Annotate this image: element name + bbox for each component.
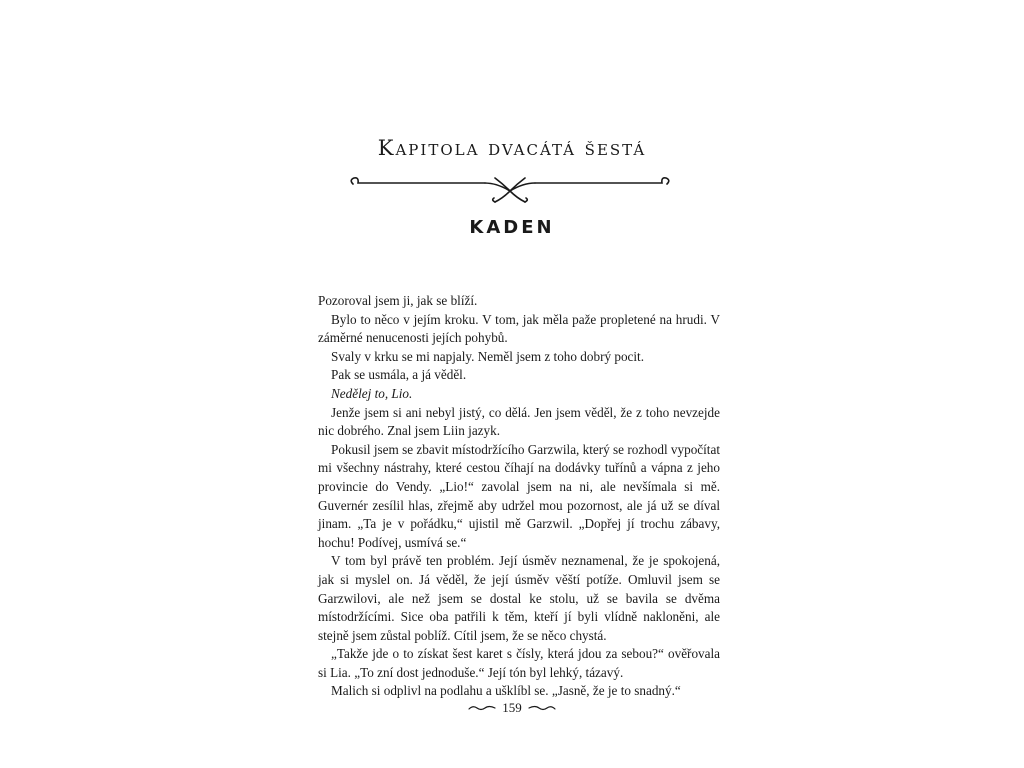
chapter-ornament-icon: [345, 174, 675, 204]
paragraph: Bylo to něco v jejím kroku. V tom, jak měla paže propletené na hrudi. V záměrné nenucenosti jejích pohybů.: [318, 311, 720, 346]
paragraph: Malich si odplivl na podlahu a ušklíbl se. „Jasně, že je to snadný.“: [331, 683, 681, 699]
page-number: 159: [502, 700, 522, 715]
paragraph: Pokusil jsem se zbavit místodržícího Garzwila, který se rozhodl vypočítat mi všechny nástrahy, které cestou číhají na dodávky tuřínů a vápna z jeho provincie do Vendy. „Lio!“ zavolal jsem na ni, ale nevšímala si mě. Guvernér zesílil hlas, zřejmě aby udržel mou pozornost, ale já už se díval jinam. „Ta je v pořádku,“ ujistil mě Garzwil. „Dopřej jí trochu zábavy, hochu! Podívej, usmívá se.“: [318, 441, 720, 550]
paragraph: „Takže jde o to získat šest karet s čísly, která jdou za sebou?“ ověřovala si Lia. „To zní dost jednoduše.“ Její tón byl lehký, tázavý.: [318, 646, 720, 680]
paragraph: Svaly v krku se mi napjaly. Neměl jsem z toho dobrý pocit.: [331, 348, 645, 364]
paragraph-italic: Nedělej to, Lio.: [331, 385, 413, 401]
paragraph: Pak se usmála, a já věděl.: [331, 367, 467, 383]
chapter-title: Kapitola dvacátá šestá: [377, 136, 647, 160]
right-swash-icon: [528, 703, 556, 713]
body-text: [318, 292, 720, 701]
paragraph: V tom byl právě ten problém. Její úsměv neznamenal, že je spokojená, jak si myslel on. Já věděl, že její úsměv věští potíže. Omluvil jsem se Garzwilovi, ale než jsem se dostal ke stolu, už se bavila se dvěma místodržícími. Sice oba patřili k těm, kteří jí byli vlídně nakloněni, ale stejně jsem zůstal poblíž. Cítil jsem, že se něco chystá.: [318, 553, 720, 643]
paragraph: Pozoroval jsem ji, jak se blíží.: [318, 293, 478, 308]
left-swash-icon: [468, 703, 496, 713]
paragraph: Jenže jsem si ani nebyl jistý, co dělá. Jen jsem věděl, že z toho nevzejde nic dobrého. Znal jsem Liin jazyk.: [318, 404, 720, 439]
character-name: KADEN: [469, 217, 555, 238]
page-footer: [450, 700, 574, 716]
